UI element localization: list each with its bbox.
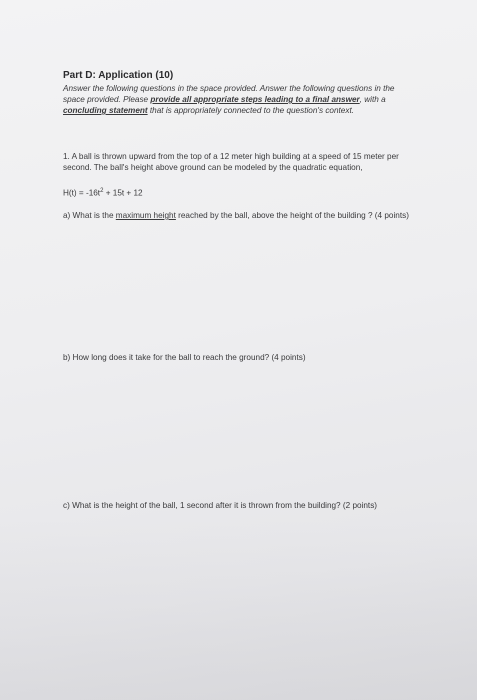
part-a-pre: a) What is the (63, 211, 116, 220)
part-header (63, 70, 443, 116)
part-b-text: b) How long does it take for the ball to reach the ground? (4 points) (63, 353, 306, 362)
part-title: Part D: Application (10) (63, 70, 174, 81)
question-part-c (63, 500, 453, 511)
instructions-emphasis-conclusion: concluding statement (63, 106, 148, 115)
instructions (63, 83, 443, 116)
question-1 (63, 151, 453, 173)
question-part-a (63, 210, 453, 221)
instructions-line-2a: space provided. Please (63, 95, 151, 104)
part-a-underlined: maximum height (115, 211, 176, 220)
equation-exponent: 2 (100, 188, 104, 194)
question-1-line-1: 1. A ball is thrown upward from the top of a 12 meter high building at a speed of 15 meter per (63, 152, 399, 161)
equation (63, 186, 453, 199)
instructions-line-3b: that is appropriately connected to the question's context. (147, 106, 355, 115)
equation-rhs: + 15t + 12 (103, 188, 143, 198)
equation-lhs: H(t) = -16t (63, 188, 101, 198)
part-c-text: c) What is the height of the ball, 1 second after it is thrown from the building? (2 points) (63, 501, 378, 510)
part-a-post: reached by the ball, above the height of the building ? (4 points) (175, 211, 409, 220)
instructions-line-2c: , with a (359, 95, 386, 104)
question-part-b (63, 352, 453, 363)
question-1-line-2: second. The ball's height above ground can be modeled by the quadratic equation, (63, 163, 363, 172)
instructions-line-1: Answer the following questions in the space provided. Answer the following questions in the (63, 84, 395, 93)
instructions-emphasis-steps: provide all appropriate steps leading to a final answer (150, 95, 360, 104)
